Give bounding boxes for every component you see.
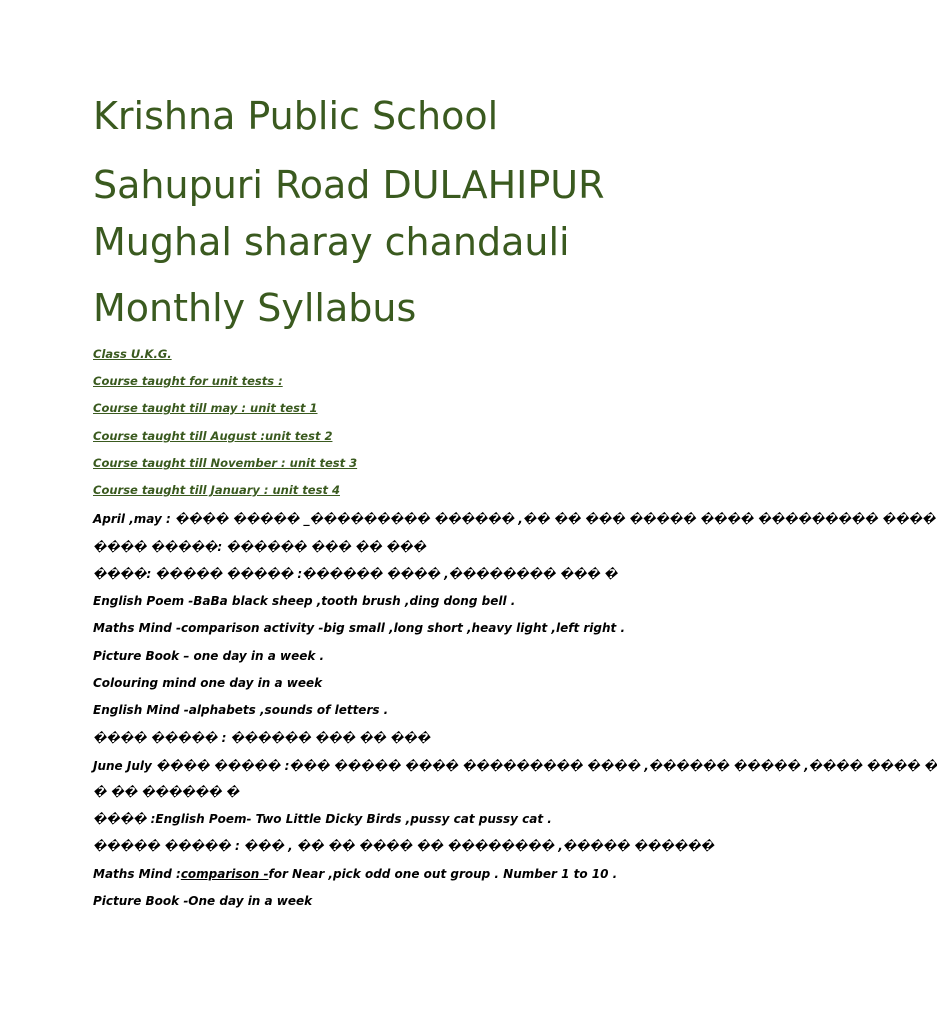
unit-test-3-link[interactable]: Course taught till November : unit test 3 (93, 456, 358, 470)
address-line-2: Mughal sharay chandauli (93, 220, 570, 264)
syllabus-line: Colouring mind one day in a week (93, 676, 323, 690)
syllabus-line: ���� �����: ������ ��� �� ��� (93, 540, 426, 554)
course-unit-tests-link[interactable]: Course taught for unit tests : (93, 374, 283, 388)
page-title: Monthly Syllabus (93, 286, 417, 330)
syllabus-line: April ,may : ���� ����� _��������� ������ ,�� �� ��� ����� ���� ��������� ���� (93, 512, 936, 526)
address-line-1: Sahupuri Road DULAHIPUR (93, 163, 605, 207)
school-name: Krishna Public School (93, 94, 499, 138)
syllabus-line: English Mind -alphabets ,sounds of letters . (93, 703, 389, 717)
syllabus-line: ���� :English Poem- Two Little Dicky Birds ,pussy cat pussy cat . (93, 812, 552, 826)
syllabus-line: ����� ����� : ��� , �� �� ���� �� �������� ,����� ������ (93, 839, 714, 853)
syllabus-line: Picture Book -One day in a week (93, 894, 313, 908)
syllabus-line: English Poem -BaBa black sheep ,tooth brush ,ding dong bell . (93, 594, 516, 608)
syllabus-line: � �� ������ � (93, 785, 240, 799)
maths-mind-detail: for Near ,pick odd one out group . Number 1 to 10 . (268, 867, 618, 881)
syllabus-line: Maths Mind -comparison activity -big small ,long short ,heavy light ,left right . (93, 621, 626, 635)
syllabus-line: Picture Book – one day in a week . (93, 649, 325, 663)
class-link[interactable]: Class U.K.G. (93, 347, 172, 361)
unit-test-1-link[interactable]: Course taught till may : unit test 1 (93, 401, 318, 415)
syllabus-line: ���� ����� : ������ ��� �� ��� (93, 731, 431, 745)
comparison-underlined: comparison - (180, 867, 269, 881)
maths-mind-label: Maths Mind : (93, 867, 181, 881)
unit-test-2-link[interactable]: Course taught till August :unit test 2 (93, 429, 333, 443)
syllabus-line: ����: ����� ����� :������ ���� ,�������� ��� � (93, 567, 618, 581)
syllabus-line: June July ���� ����� :��� ����� ���� ��������� ���� ,������ ����� ,���� ���� � (93, 759, 937, 773)
syllabus-line (93, 868, 617, 880)
unit-test-4-link[interactable]: Course taught till January : unit test 4 (93, 483, 340, 497)
